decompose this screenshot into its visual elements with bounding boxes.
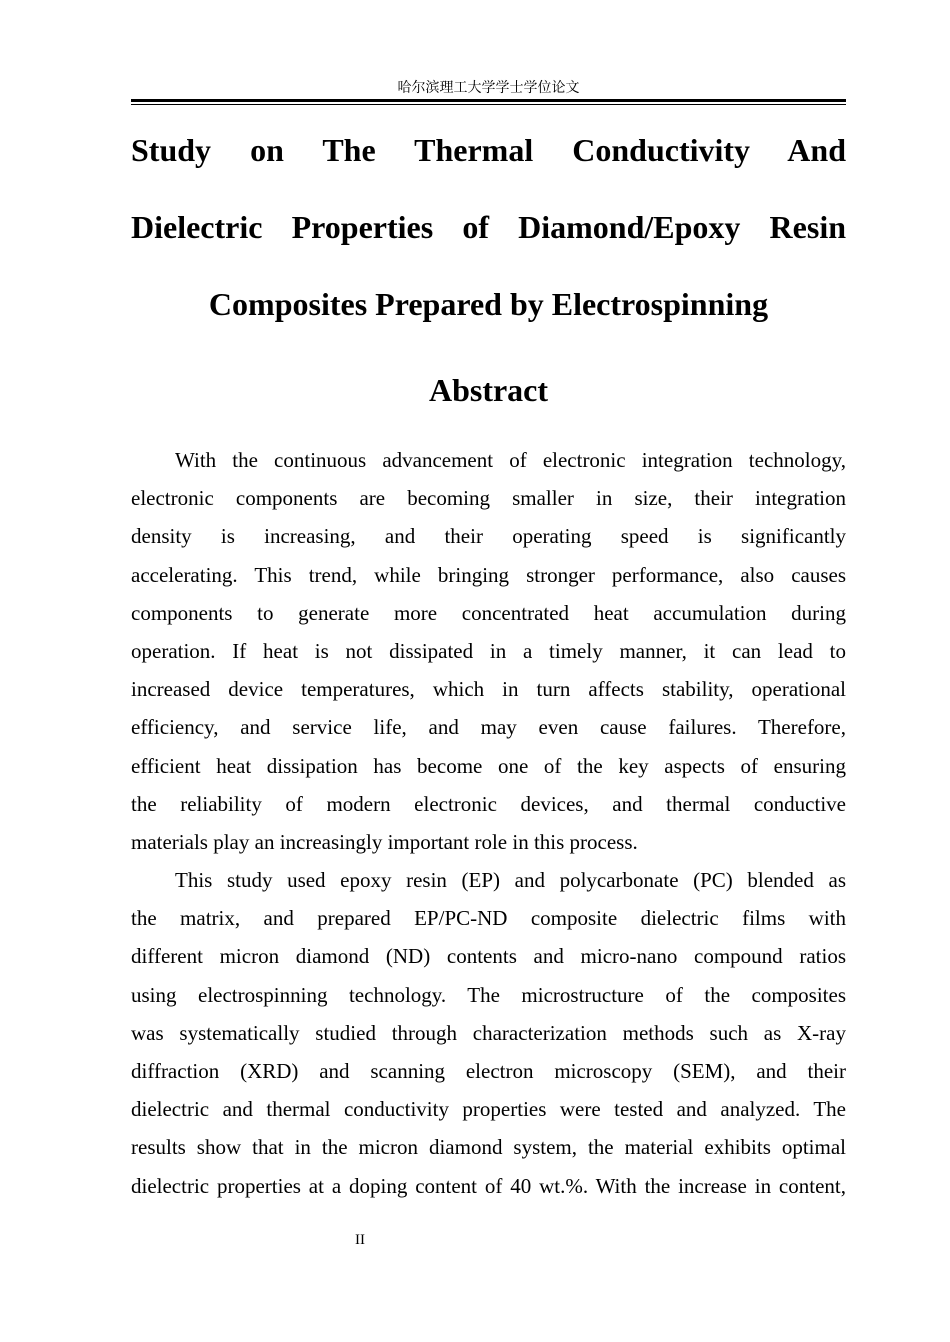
text-line: results show that in the micron diamond system, the material exhibits optimal xyxy=(131,1135,846,1160)
abstract-body xyxy=(131,441,846,1205)
text-line: the matrix, and prepared EP/PC-ND composite dielectric films with xyxy=(131,906,846,931)
title-line-1: Study on The Thermal Conductivity And xyxy=(131,132,846,168)
abstract-paragraph-2 xyxy=(131,861,846,1205)
title-line-2: Dielectric Properties of Diamond/Epoxy Resin xyxy=(131,209,846,245)
text-line: the reliability of modern electronic devices, and thermal conductive xyxy=(131,791,846,816)
title-line-3: Composites Prepared by Electrospinning xyxy=(208,286,769,322)
text-line: This study used epoxy resin (EP) and polycarbonate (PC) blended as xyxy=(175,868,846,893)
text-line: density is increasing, and their operating speed is significantly xyxy=(131,524,846,549)
text-line: dielectric properties at a doping content of 40 wt.%. With the increase in content, xyxy=(131,1173,846,1198)
header-rule-thick xyxy=(131,99,846,102)
text-line: accelerating. This trend, while bringing stronger performance, also causes xyxy=(131,562,846,587)
text-line: With the continuous advancement of electronic integration technology, xyxy=(175,448,846,472)
text-line: operation. If heat is not dissipated in a timely manner, it can lead to xyxy=(131,638,846,663)
running-header: 哈尔滨理工大学学士学位论文 xyxy=(397,80,580,96)
text-line: diffraction (XRD) and scanning electron microscopy (SEM), and their xyxy=(131,1059,846,1083)
text-line: efficient heat dissipation has become one of the key aspects of ensuring xyxy=(131,753,846,778)
page-number: II xyxy=(355,1232,365,1248)
text-line: increased device temperatures, which in turn affects stability, operational xyxy=(131,677,846,702)
text-line: dielectric and thermal conductivity properties were tested and analyzed. The xyxy=(131,1097,846,1122)
header-rule-thin xyxy=(131,104,846,105)
text-line: electronic components are becoming smaller in size, their integration xyxy=(131,486,846,511)
thesis-title xyxy=(131,112,846,343)
text-line: efficiency, and service life, and may even cause failures. Therefore, xyxy=(131,715,846,740)
text-line: materials play an increasingly important role in this process. xyxy=(131,829,638,854)
abstract-paragraph-1 xyxy=(131,441,846,861)
text-line: different micron diamond (ND) contents and micro-nano compound ratios xyxy=(131,944,846,969)
text-line: components to generate more concentrated heat accumulation during xyxy=(131,600,846,625)
text-line: was systematically studied through characterization methods such as X-ray xyxy=(131,1020,846,1045)
abstract-heading: Abstract xyxy=(428,372,549,408)
text-line: using electrospinning technology. The microstructure of the composites xyxy=(131,982,846,1007)
